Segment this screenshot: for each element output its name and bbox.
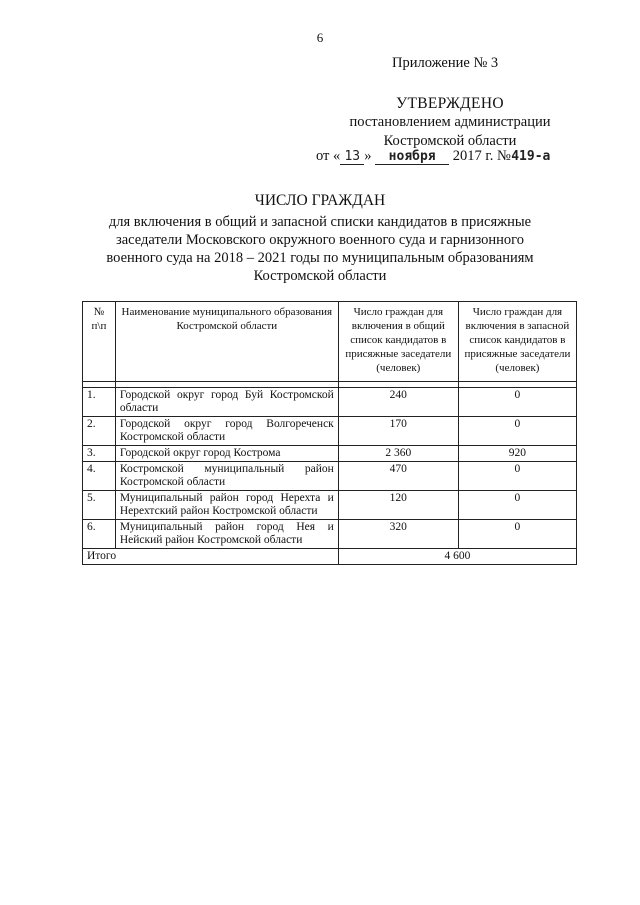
header-num: № п\п — [83, 302, 116, 382]
table-header-row — [83, 302, 577, 382]
row-name: Городской округ город Кострома — [115, 446, 338, 462]
decree-number: 419-а — [511, 149, 551, 164]
approval-title: УТВЕРЖДЕНО — [396, 95, 504, 112]
total-row — [83, 549, 577, 565]
row-name: Костромской муниципальный район Костромской области — [115, 462, 338, 491]
document-title: ЧИСЛО ГРАЖДАН — [254, 192, 386, 209]
row-name: Муниципальный район город Нея и Нейский район Костромской области — [115, 520, 338, 549]
appendix-label: Приложение № 3 — [392, 55, 499, 71]
approval-line-2: Костромской области — [383, 133, 517, 149]
row-reserve: 0 — [458, 462, 576, 491]
row-reserve: 920 — [458, 446, 576, 462]
date-prefix: от « — [316, 148, 341, 164]
row-reserve: 0 — [458, 520, 576, 549]
document-subtitle: для включения в общий и запасной списки кандидатов в присяжные заседатели Московского окружного военного суда и гарнизонного военного суда на 2018 – 2021 годы по муниципальным образованиям Костромской области — [106, 214, 534, 284]
row-num: 4. — [83, 462, 116, 491]
table-row — [83, 388, 577, 417]
approval-block — [300, 94, 600, 151]
approval-date — [316, 148, 551, 165]
table-row — [83, 462, 577, 491]
header-reserve-list: Число граждан для включения в запасной список кандидатов в присяжные заседатели (человек) — [458, 302, 576, 382]
row-main: 170 — [338, 417, 458, 446]
row-main: 470 — [338, 462, 458, 491]
row-num: 6. — [83, 520, 116, 549]
table-row — [83, 520, 577, 549]
total-value: 4 600 — [338, 549, 576, 565]
row-main: 120 — [338, 491, 458, 520]
row-num: 1. — [83, 388, 116, 417]
row-num: 3. — [83, 446, 116, 462]
row-reserve: 0 — [458, 417, 576, 446]
date-day: 13 — [340, 150, 364, 165]
table-row — [83, 417, 577, 446]
row-main: 320 — [338, 520, 458, 549]
total-label: Итого — [83, 549, 339, 565]
page-number: 6 — [316, 30, 324, 45]
row-num: 5. — [83, 491, 116, 520]
date-mid: » — [364, 148, 372, 164]
table-row — [83, 446, 577, 462]
row-main: 240 — [338, 388, 458, 417]
quota-table — [82, 301, 577, 565]
row-reserve: 0 — [458, 388, 576, 417]
row-num: 2. — [83, 417, 116, 446]
row-name: Городской округ город Буй Костромской области — [115, 388, 338, 417]
table-row — [83, 491, 577, 520]
row-reserve: 0 — [458, 491, 576, 520]
header-main-list: Число граждан для включения в общий список кандидатов в присяжные заседатели (человек) — [338, 302, 458, 382]
header-name: Наименование муниципального образования Костромской области — [115, 302, 338, 382]
date-year: 2017 г. № — [452, 148, 511, 164]
approval-line-1: постановлением администрации — [349, 114, 551, 130]
row-name: Муниципальный район город Нерехта и Нерехтский район Костромской области — [115, 491, 338, 520]
row-main: 2 360 — [338, 446, 458, 462]
row-name: Городской округ город Волгореченск Костромской области — [115, 417, 338, 446]
date-month: ноября — [375, 150, 449, 165]
